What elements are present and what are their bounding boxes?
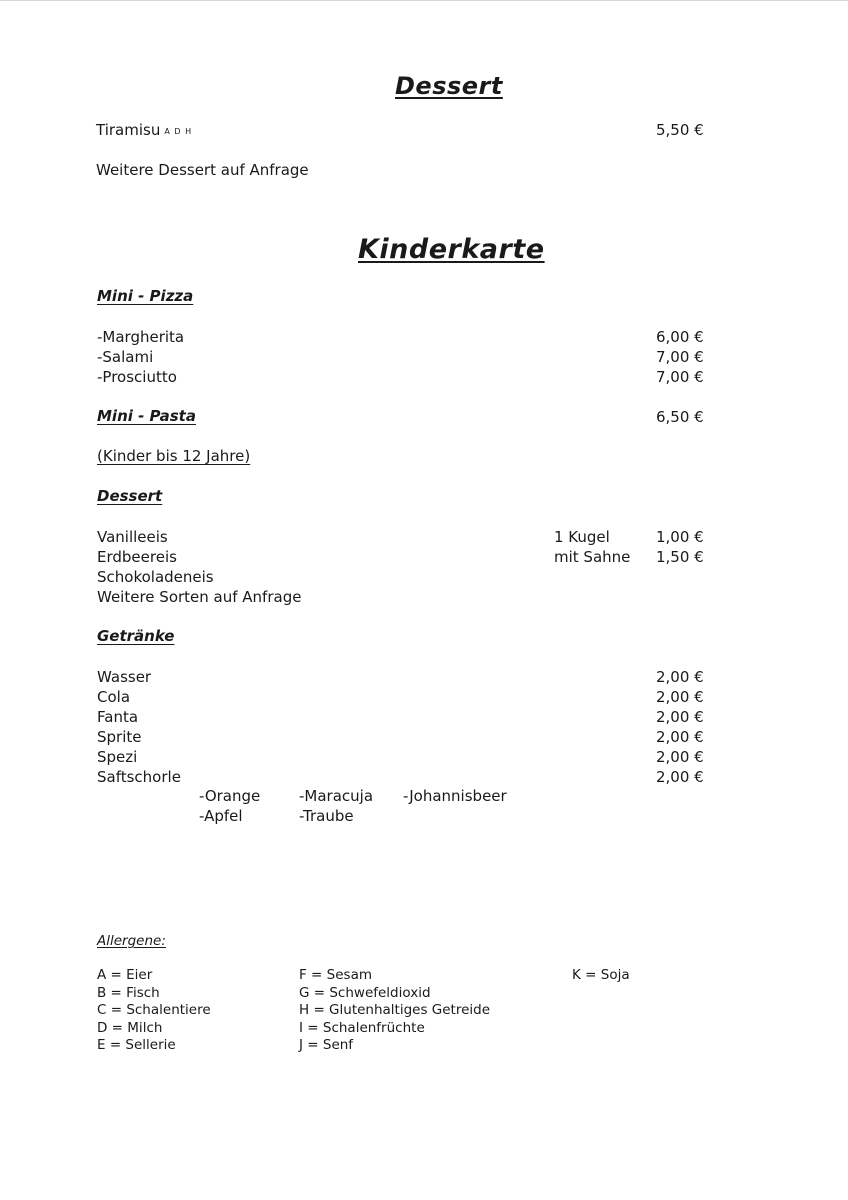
ice-cream-option-label: mit Sahne: [554, 548, 631, 566]
schorle-flavor: -Johannisbeer: [403, 787, 507, 805]
tiramisu-name: Tiramisu: [96, 121, 161, 139]
drink-name: Spezi: [97, 748, 138, 766]
pizza-item-name: -Salami: [97, 348, 154, 366]
pizza-item-price: 7,00 €: [656, 368, 704, 386]
schorle-flavor: -Traube: [299, 807, 354, 825]
mini-pasta-heading: Mini - Pasta: [97, 407, 196, 425]
age-note: (Kinder bis 12 Jahre): [97, 447, 251, 465]
allergen-column-3: [572, 967, 630, 985]
mini-pizza-prices: [656, 327, 704, 387]
scan-edge: [0, 0, 848, 1]
pizza-item-name: -Margherita: [97, 328, 185, 346]
allergen-column-2: [299, 967, 490, 1055]
drink-price: 2,00 €: [656, 688, 704, 706]
dessert-more-note: Weitere Dessert auf Anfrage: [96, 161, 309, 179]
drink-name: Saftschorle: [97, 768, 181, 786]
kids-dessert-list: [97, 527, 301, 607]
drinks-prices: [656, 667, 704, 787]
pizza-item-name: -Prosciutto: [97, 368, 177, 386]
allergen-entry: J = Senf: [299, 1037, 354, 1053]
ice-cream-prices: [656, 527, 704, 567]
ice-cream-item: Vanilleeis: [97, 528, 168, 546]
drink-price: 2,00 €: [656, 668, 704, 686]
allergen-entry: D = Milch: [97, 1019, 163, 1036]
ice-cream-item: Erdbeereis: [97, 548, 177, 566]
kids-dessert-heading: Dessert: [97, 487, 163, 505]
allergen-entry: F = Sesam: [299, 967, 372, 983]
ice-cream-option-label: 1 Kugel: [554, 528, 610, 546]
drink-name: Sprite: [97, 728, 142, 746]
pizza-item-price: 7,00 €: [656, 348, 704, 366]
ice-cream-option-price: 1,00 €: [656, 528, 704, 546]
kinderkarte-title: Kinderkarte: [358, 234, 545, 265]
allergen-entry: H = Glutenhaltiges Getreide: [299, 1002, 491, 1018]
allergen-entry: G = Schwefeldioxid: [299, 984, 431, 1001]
ice-cream-option-price: 1,50 €: [656, 548, 704, 566]
allergen-column-1: [97, 967, 211, 1055]
allergen-entry: K = Soja: [572, 967, 630, 983]
allergen-entry: E = Sellerie: [97, 1037, 176, 1053]
drink-price: 2,00 €: [656, 708, 704, 726]
tiramisu-price: 5,50 €: [656, 121, 704, 139]
tiramisu-allergens: A D H: [164, 127, 193, 136]
mini-pizza-list: [97, 327, 184, 387]
allergene-heading: Allergene:: [97, 933, 166, 949]
drink-name: Fanta: [97, 708, 139, 726]
mini-pasta-price: 6,50 €: [656, 408, 704, 426]
allergen-entry: A = Eier: [97, 967, 153, 983]
ice-cream-options: [554, 527, 630, 567]
ice-cream-item: Weitere Sorten auf Anfrage: [97, 588, 302, 606]
ice-cream-item: Schokoladeneis: [97, 568, 214, 586]
schorle-flavor: -Maracuja: [299, 787, 374, 805]
getraenke-heading: Getränke: [97, 627, 175, 645]
allergen-entry: I = Schalenfrüchte: [299, 1019, 425, 1036]
dessert-title: Dessert: [395, 72, 503, 100]
drink-price: 2,00 €: [656, 728, 704, 746]
drinks-list: [97, 667, 181, 787]
schorle-flavor: -Orange: [199, 787, 261, 805]
schorle-flavor: -Apfel: [199, 807, 243, 825]
drink-name: Wasser: [97, 668, 152, 686]
tiramisu-item: [96, 121, 192, 139]
allergen-entry: B = Fisch: [97, 984, 160, 1001]
drink-price: 2,00 €: [656, 768, 704, 786]
allergen-entry: C = Schalentiere: [97, 1002, 211, 1018]
drink-name: Cola: [97, 688, 131, 706]
drink-price: 2,00 €: [656, 748, 704, 766]
mini-pizza-heading: Mini - Pizza: [97, 287, 194, 305]
pizza-item-price: 6,00 €: [656, 328, 704, 346]
